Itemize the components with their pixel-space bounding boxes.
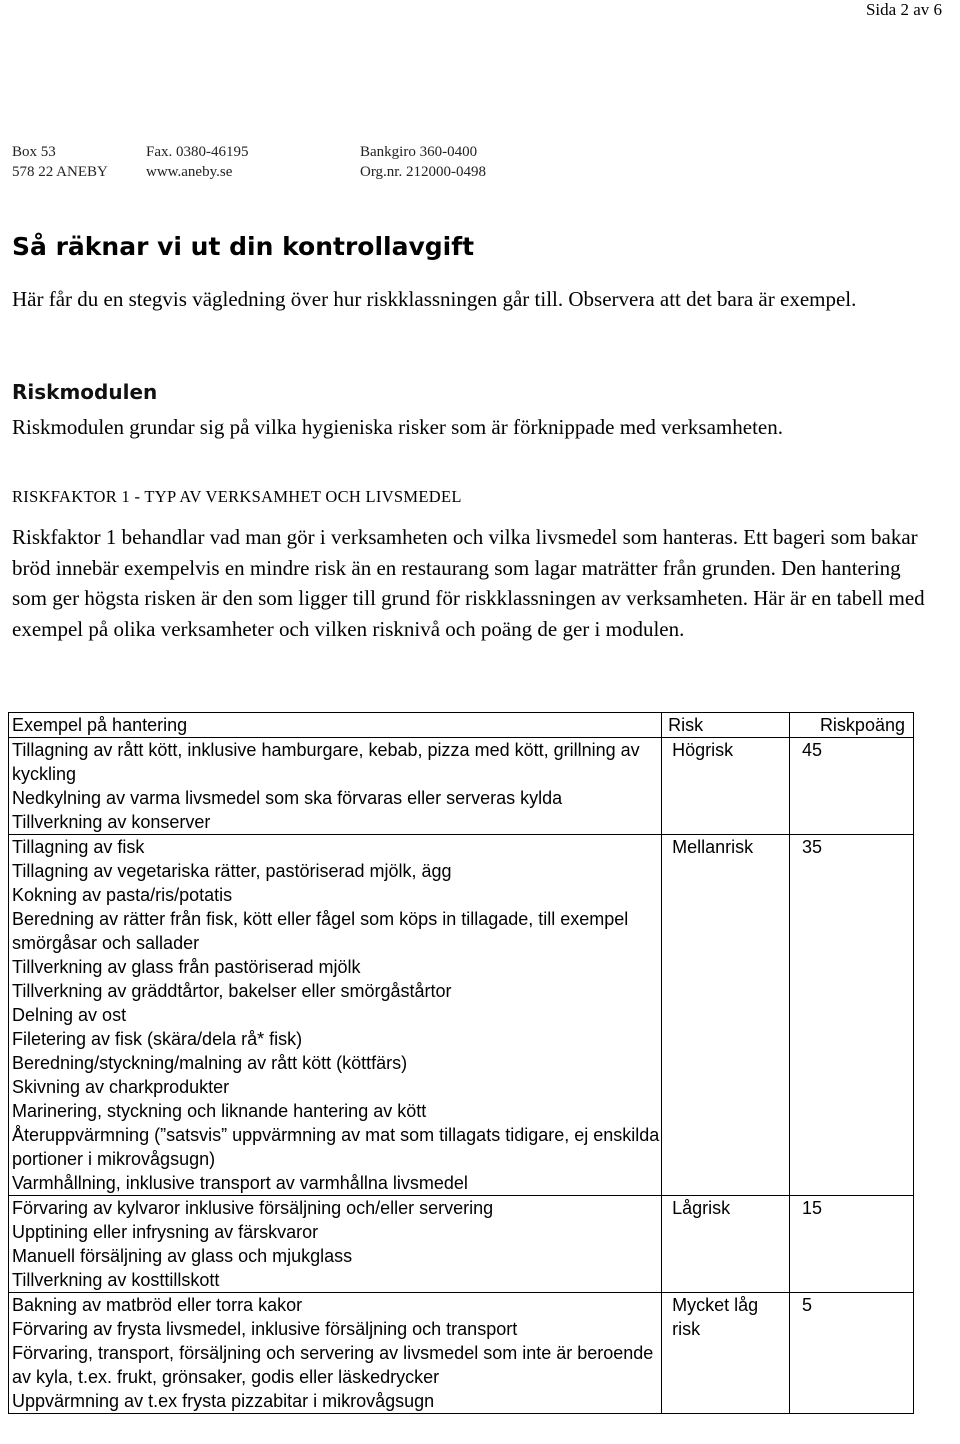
table-row [9, 738, 914, 835]
risk-level-cell: Mellanrisk [662, 835, 790, 1196]
risk-table [8, 712, 914, 1414]
table-header-row [9, 713, 914, 738]
risk-level-cell: Lågrisk [662, 1196, 790, 1293]
letterhead-line: Fax. 0380-46195 [146, 144, 249, 160]
risk-points-cell: 35 [790, 835, 914, 1196]
letterhead-contact [146, 142, 249, 182]
risk-level-cell: Mycket låg risk [662, 1293, 790, 1414]
letterhead-line: Box 53 [12, 144, 56, 160]
letterhead-line: Bankgiro 360-0400 [360, 144, 478, 160]
section-paragraph: Riskmodulen grundar sig på vilka hygieniska risker som är förknippade med verksamheten. [12, 415, 783, 439]
examples-cell: Bakning av matbröd eller torra kakor Förvaring av frysta livsmedel, inklusive försäljning och transport Förvaring, transport, försäljning och servering av livsmedel som inte är beroende av kyla, t.ex. frukt, grönsaker, godis eller läskedrycker Uppvärmning av t.ex frysta pizzabitar i mikrovågsugn [9, 1293, 662, 1414]
risk-points-cell: 15 [790, 1196, 914, 1293]
examples-cell: Tillagning av fisk Tillagning av vegetariska rätter, pastöriserad mjölk, ägg Kokning av pasta/ris/potatis Beredning av rätter från fisk, kött eller fågel som köps in tillagade, till exempel smörgåsar och sallader Tillverkning av glass från pastöriserad mjölk Tillverkning av gräddtårtor, bakelser eller smörgåstårtor Delning av ost Filetering av fisk (skära/dela rå* fisk) Beredning/styckning/malning av rått kött (köttfärs) Skivning av charkprodukter Marinering, styckning och liknande hantering av kött Återuppvärmning (”satsvis” uppvärmning av mat som tillagats tidigare, ej enskilda portioner i mikrovågsugn) Varmhållning, inklusive transport av varmhållna livsmedel [9, 835, 662, 1196]
column-header-risk: Risk [662, 713, 790, 738]
page-title: Så räknar vi ut din kontrollavgift [12, 232, 475, 261]
risk-factor-paragraph: Riskfaktor 1 behandlar vad man gör i verksamheten och vilka livsmedel som hanteras. Ett bageri som bakar bröd innebär exempelvis en mindre risk än en restaurang som lagar maträtter från grunden. Den hantering som ger högsta risken är den som ligger till grund för riskklassningen av verksamheten. Här är en tabell med exempel på olika verksamheter och vilken risknivå och poäng de ger i modulen. [12, 525, 925, 641]
table-row [9, 1196, 914, 1293]
column-header-examples: Exempel på hantering [9, 713, 662, 738]
table-row [9, 835, 914, 1196]
table-body [9, 738, 914, 1414]
risk-level-cell: Högrisk [662, 738, 790, 835]
letterhead-line: www.aneby.se [146, 164, 233, 180]
risk-points-cell: 5 [790, 1293, 914, 1414]
examples-cell: Tillagning av rått kött, inklusive hamburgare, kebab, pizza med kött, grillning av kyckling Nedkylning av varma livsmedel som ska förvaras eller serveras kylda Tillverkning av konserver [9, 738, 662, 835]
examples-cell: Förvaring av kylvaror inklusive försäljning och/eller servering Upptining eller infrysning av färskvaror Manuell försäljning av glass och mjukglass Tillverkning av kosttillskott [9, 1196, 662, 1293]
risk-points-cell: 45 [790, 738, 914, 835]
letterhead-line: 578 22 ANEBY [12, 164, 108, 180]
letterhead-line: Org.nr. 212000-0498 [360, 164, 486, 180]
risk-factor-heading: RISKFAKTOR 1 - TYP AV VERKSAMHET OCH LIVSMEDEL [12, 487, 462, 506]
intro-paragraph: Här får du en stegvis vägledning över hur riskklassningen går till. Observera att det bara är exempel. [12, 287, 857, 311]
page-number: Sida 2 av 6 [865, 0, 942, 19]
letterhead-bank [360, 142, 486, 182]
column-header-points: Riskpoäng [790, 713, 914, 738]
section-heading: Riskmodulen [12, 380, 158, 404]
letterhead-address [12, 142, 108, 182]
table-row [9, 1293, 914, 1414]
